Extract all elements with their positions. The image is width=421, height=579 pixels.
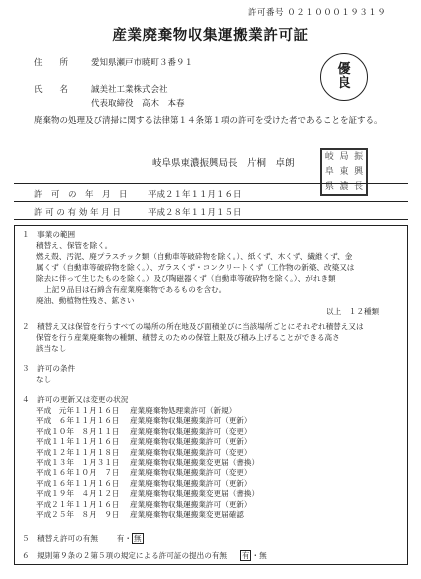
section1-line: 除去に伴って生じたものを除く。）及び陶磁器くず（自動車等破砕物を除く。）、がれき類 [36, 274, 336, 283]
section6-heading: ６ 規則第９条の２第５項の規定による許可証の提出の有無 [22, 551, 228, 560]
section1-total: 以上 １２種類 [326, 307, 380, 316]
excellent-stamp-char-1: 優 [337, 62, 351, 77]
company-name: 誠美社工業株式会社 [91, 85, 168, 95]
history-row [36, 468, 259, 478]
section5-heading: ５ 積替え許可の有無 [22, 534, 98, 543]
permit-date-label: 許 可 の 年 月 日 [34, 190, 128, 200]
history-event: 産業廃棄物収集運搬業許可（更新） [130, 416, 252, 426]
seal-char: 振 [354, 152, 364, 163]
section6-row [22, 550, 267, 561]
document-title: 産業廃棄物収集運搬業許可証 [112, 27, 309, 44]
history-row [36, 427, 259, 437]
history-event: 産業廃棄物処理業許可（新規） [130, 406, 237, 415]
seal-char: 興 [354, 166, 364, 177]
history-row [36, 489, 259, 499]
representative-name: 代表取締役 高木 本春 [91, 99, 185, 109]
section1-line: 燃え殻、汚泥、廃プラスチック類（自動車等破砕物を除く。）、紙くず、木くず、繊維くず、金 [36, 252, 353, 261]
issuer-name: 岐阜県東濃振興局長 片桐 卓朗 [152, 158, 295, 169]
history-row [36, 416, 259, 426]
history-date: 平成１６年１１月１６日 [36, 478, 120, 488]
official-seal [320, 148, 368, 196]
excellent-stamp [320, 53, 368, 101]
expiry-date-label: 許 可 の 有 効 年 月 日 [34, 208, 121, 218]
divider-top [14, 183, 408, 184]
section5-row [22, 533, 144, 544]
history-row [36, 479, 259, 489]
permit-date-value: 平成２１年１１月１６日 [148, 190, 242, 200]
section3-value: なし [36, 375, 52, 384]
divider-middle [14, 201, 408, 202]
seal-char: 局 [339, 152, 349, 163]
section4-heading: ４ 許可の更新又は変更の状況 [22, 395, 129, 404]
seal-char: 長 [354, 181, 364, 192]
section2-heading: ２ 積替え又は保管を行うすべての場所の所在地及び面積並びに当該場所ごとにそれぞれ積替え又は [22, 322, 364, 331]
seal-char: 県 [324, 181, 334, 192]
history-date: 平成 元年１１月１６日 [36, 406, 120, 415]
section5-no-selected: 無 [133, 534, 142, 543]
section5-yes: 有 [116, 534, 125, 543]
history-event: 産業廃棄物収集運搬業変更届確認 [130, 510, 244, 520]
history-row [36, 500, 259, 510]
permit-number: 許可番号 ０２１０００１９３１９ [248, 8, 387, 18]
history-row [36, 448, 259, 458]
section2-line: 保管を行う産業廃棄物の種類、積替えのための保管上限及び積み上げることができる高さ [36, 333, 340, 342]
divider-bottom [14, 219, 408, 220]
history-event: 産業廃棄物収集運搬業許可（変更） [130, 468, 252, 478]
history-event: 産業廃棄物収集運搬業変更届（書換） [130, 489, 260, 499]
section6-yes-selected: 有 [241, 551, 250, 560]
history-event: 産業廃棄物収集運搬業許可（変更） [130, 426, 252, 436]
history-row [36, 510, 259, 520]
history-row [36, 406, 259, 416]
history-date: 平成２１年１１月１６日 [36, 499, 120, 509]
seal-char: 濃 [339, 181, 349, 192]
section1-line: 廃油、動植物性残さ、鉱さい [36, 296, 135, 305]
history-date: 平成１２年１１月１８日 [36, 447, 120, 457]
history-date: 平成１９年 ４月１２日 [36, 489, 120, 499]
section1-line: 上記９品目は石綿含有産業廃棄物であるものを含む。 [44, 285, 227, 294]
expiry-date-value: 平成２８年１１月１５日 [148, 208, 242, 218]
section1-line: 積替え、保管を除く。 [36, 241, 113, 250]
history-row [36, 437, 259, 447]
section6-sep: ・ [251, 551, 260, 560]
history-event: 産業廃棄物収集運搬業許可（更新） [130, 478, 252, 488]
seal-char: 岐 [324, 152, 334, 163]
history-event: 産業廃棄物収集運搬業変更届（書換） [130, 458, 260, 468]
history-list [36, 406, 259, 520]
history-date: 平成１１年１１月１６日 [36, 437, 120, 447]
address-value: 愛知県瀬戸市暁町３番９１ [91, 58, 194, 68]
section6-no: 無 [259, 551, 267, 560]
name-label: 氏 名 [34, 85, 69, 95]
history-event: 産業廃棄物収集運搬業許可（更新） [130, 499, 252, 509]
section1-line: 属くず（自動車等破砕物を除く。）、ガラスくず・コンクリートくず（工作物の新築、改築又は [36, 263, 355, 272]
history-date: 平成１６年１０月 ７日 [36, 468, 120, 478]
section5-sep: ・ [124, 534, 132, 543]
history-date: 平成 ６年１１月１６日 [36, 416, 120, 426]
history-event: 産業廃棄物収集運搬業許可（更新） [130, 437, 252, 447]
history-date: 平成２５年 ８月 ９日 [36, 510, 120, 520]
section1-heading: １ 事業の範囲 [22, 230, 76, 239]
section3-heading: ３ 許可の条件 [22, 364, 76, 373]
certification-statement: 廃棄物の処理及び清掃に関する法律第１４条第１項の許可を受けた者であることを証する。 [34, 116, 383, 126]
seal-char: 東 [339, 166, 349, 177]
history-event: 産業廃棄物収集運搬業許可（変更） [130, 447, 252, 457]
excellent-stamp-char-2: 良 [337, 76, 351, 91]
history-date: 平成１３年 １月３１日 [36, 458, 120, 468]
seal-char: 阜 [324, 166, 334, 177]
history-date: 平成１０年 ８月１１日 [36, 426, 120, 436]
history-row [36, 458, 259, 468]
section2-value: 該当なし [36, 344, 67, 353]
address-label: 住 所 [34, 58, 69, 68]
